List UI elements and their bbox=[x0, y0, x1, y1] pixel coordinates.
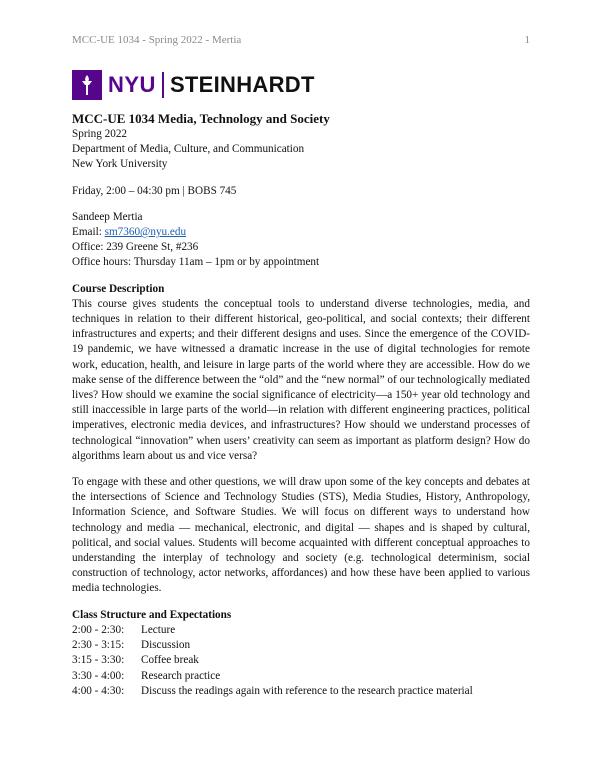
logo-divider bbox=[162, 72, 164, 98]
course-term: Spring 2022 bbox=[72, 128, 128, 140]
schedule-time: 2:00 - 2:30: bbox=[72, 623, 125, 636]
description-paragraph-1: This course gives students the conceptual tools to understand diverse technologies, media, and techniques in relation to their different historical, geo-political, and social contexts; their different infrastructures and experts; and their different designs and uses. Since the emergence of the COVID-19 pandemic, we have witnessed a dramatic increase in the use of digital technologies for remote work, education, health, and leisure in large parts of the world where they are accessible. How do we make sense of the difference between the “old” and the “new normal” of our technologically mediated lives? How should we examine the social significance of electricity—a 150+ year old technology and still inaccessible in large parts of the world—in relation with different engineering practices, political imperatives, electronic media devices, and infrastructures? How should we understand processes of technological “innovation” when users’ creativity can seem as important as platform design? How do algorithms learn about us and vice versa? bbox=[72, 297, 530, 462]
course-schedule: Friday, 2:00 – 04:30 pm | BOBS 745 bbox=[72, 184, 237, 197]
course-department: Department of Media, Culture, and Communication bbox=[72, 143, 305, 156]
instructor-hours: Office hours: Thursday 11am – 1pm or by appointment bbox=[72, 256, 320, 269]
nyu-steinhardt-logo bbox=[72, 70, 315, 100]
running-title: MCC-UE 1034 - Spring 2022 - Mertia bbox=[72, 34, 242, 46]
torch-icon bbox=[72, 70, 102, 100]
schedule-time: 4:00 - 4:30: bbox=[72, 684, 125, 697]
schedule-row bbox=[72, 684, 530, 699]
instructor-name: Sandeep Mertia bbox=[72, 210, 143, 223]
schedule-row bbox=[72, 653, 530, 668]
syllabus-body bbox=[72, 110, 530, 699]
logo-school: STEINHARDT bbox=[169, 72, 315, 97]
schedule-list bbox=[72, 623, 530, 699]
instructor-office: Office: 239 Greene St, #236 bbox=[72, 241, 199, 254]
schedule-activity: Discuss the readings again with reference to the research practice material bbox=[141, 684, 473, 697]
schedule-activity: Coffee break bbox=[141, 654, 199, 667]
running-header bbox=[72, 34, 530, 50]
description-paragraph-2: To engage with these and other questions, we will draw upon some of the key concepts and debates at the intersections of Science and Technology Studies (STS), Media Studies, History, Anthropology, Information Science, and Software Studies. We will focus on different ways to understand how technology and media — mechanical, electronic, and digital — shapes and is shaped by cultural, political, and social values. Students will become acquainted with different conceptual approaches to understanding the interplay of technology and society (e.g. technological determinism, social construction of technology, actor networks, affordances) and how these have been applied to various media technologies. bbox=[72, 476, 530, 595]
section-heading-structure: Class Structure and Expectations bbox=[72, 608, 232, 621]
logo-university: NYU bbox=[108, 72, 156, 97]
schedule-activity: Discussion bbox=[141, 639, 191, 652]
schedule-time: 2:30 - 3:15: bbox=[72, 639, 125, 652]
schedule-row bbox=[72, 638, 530, 653]
course-title: MCC-UE 1034 Media, Technology and Society bbox=[72, 111, 330, 126]
schedule-row bbox=[72, 623, 530, 638]
email-label: Email: bbox=[72, 226, 105, 239]
schedule-activity: Lecture bbox=[141, 623, 176, 636]
page-number: 1 bbox=[524, 34, 530, 46]
schedule-row bbox=[72, 669, 530, 684]
section-heading-description: Course Description bbox=[72, 282, 165, 295]
schedule-activity: Research practice bbox=[141, 669, 221, 682]
schedule-time: 3:15 - 3:30: bbox=[72, 654, 125, 667]
instructor-email-line bbox=[72, 225, 530, 240]
schedule-time: 3:30 - 4:00: bbox=[72, 669, 125, 682]
course-university: New York University bbox=[72, 158, 168, 171]
email-link[interactable]: sm7360@nyu.edu bbox=[104, 226, 187, 239]
